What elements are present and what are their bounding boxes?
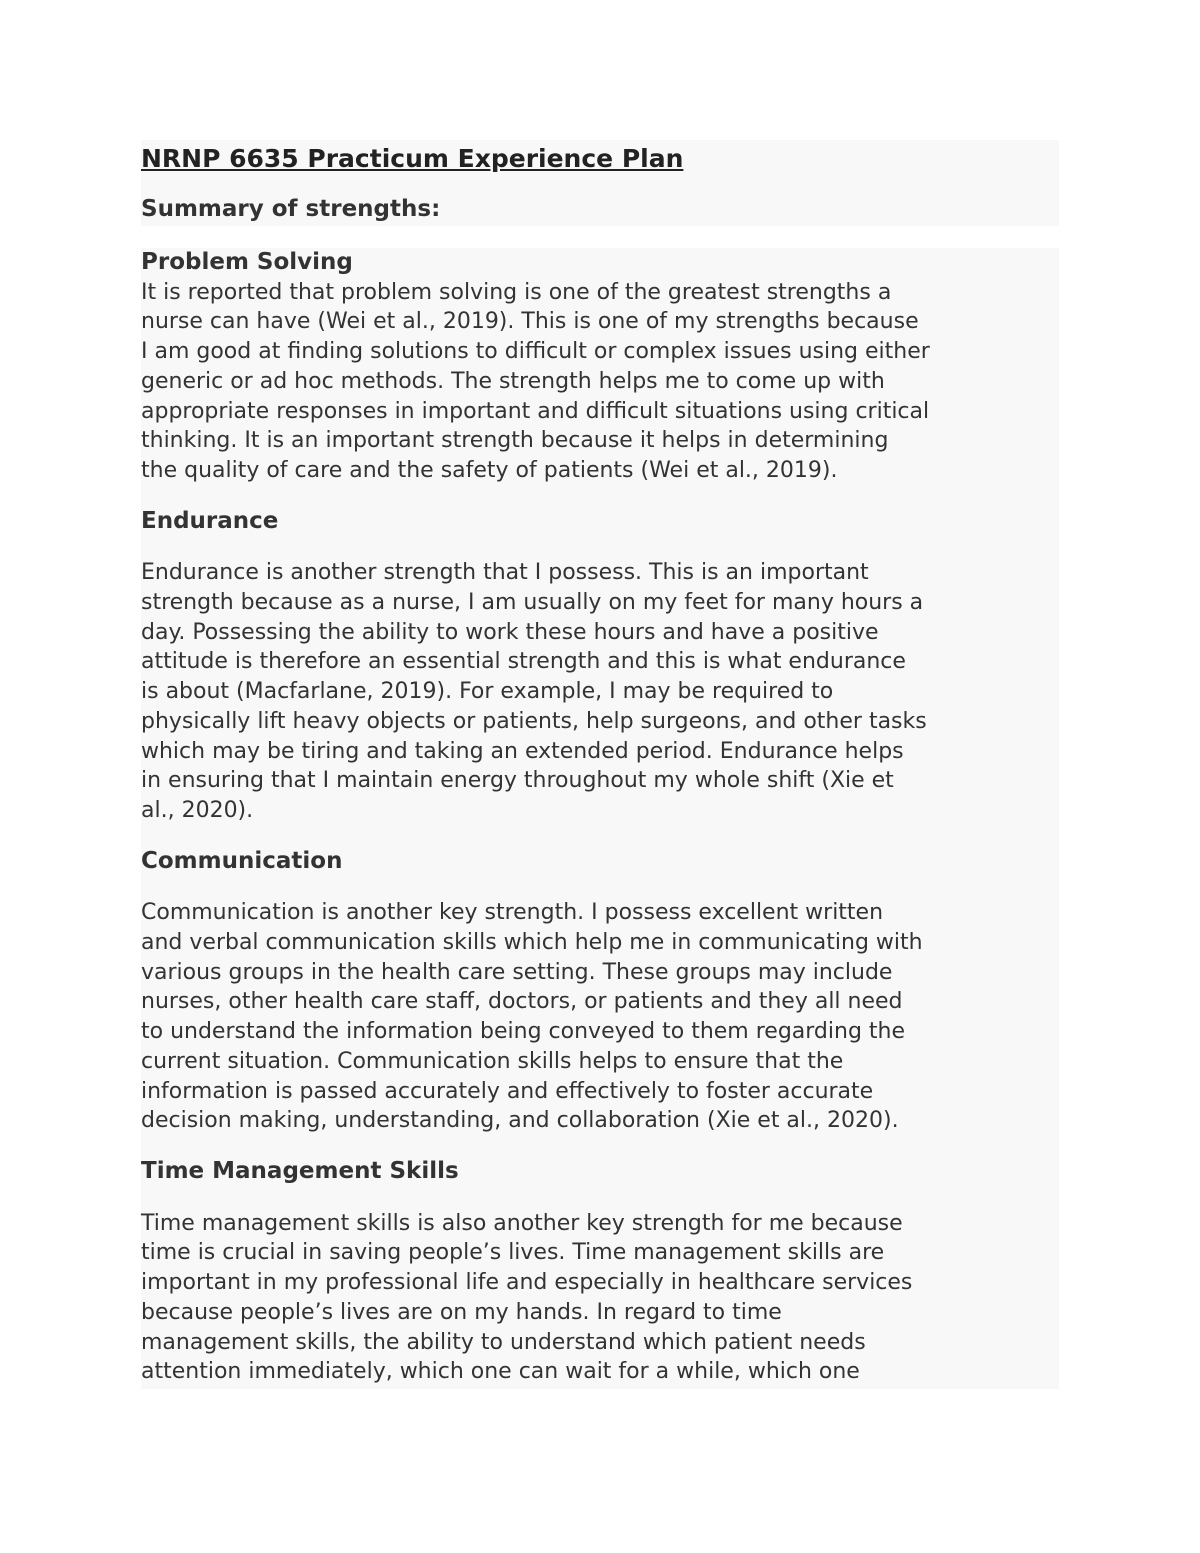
paragraph-line: nurse can have (Wei et al., 2019). This is one of my strengths because [141,309,919,335]
paragraph-line: physically lift heavy objects or patients, help surgeons, and other tasks [141,708,927,734]
spacer [141,486,1059,507]
section-text-communication [141,898,1059,1136]
document-title: NRNP 6635 Practicum Experience Plan [141,144,684,173]
spacer [141,826,1059,847]
title-block [141,140,1059,226]
section-heading-problem-solving: Problem Solving [141,249,353,275]
paragraph-line: attitude is therefore an essential strength and this is what endurance [141,649,906,675]
paragraph-line: and verbal communication skills which help me in communicating with [141,930,923,956]
section-heading-time-management: Time Management Skills [141,1157,459,1184]
paragraph-line: is about (Macfarlane, 2019). For example, I may be required to [141,679,834,705]
spacer [141,876,1059,898]
paragraph-line: thinking. It is an important strength because it helps in determining [141,428,889,454]
document-page [141,140,1059,1389]
section-heading-endurance: Endurance [141,507,279,534]
section-text-time-management [141,1209,1059,1387]
paragraph-line: It is reported that problem solving is one of the greatest strengths a [141,279,892,305]
paragraph-line: which may be tiring and taking an extended period. Endurance helps [141,738,904,764]
paragraph-line: in ensuring that I maintain energy throughout my whole shift (Xie et [141,768,894,794]
paragraph-line: strength because as a nurse, I am usually on my feet for many hours a [141,590,924,616]
section-text-endurance [141,558,1059,825]
paragraph-line: Endurance is another strength that I possess. This is an important [141,560,869,586]
paragraph-line: because people’s lives are on my hands. In regard to time [141,1299,782,1325]
paragraph-line: decision making, understanding, and collaboration (Xie et al., 2020). [141,1108,899,1134]
section-heading-communication: Communication [141,847,343,874]
paragraph-line: Time management skills is also another key strength for me because [141,1210,903,1236]
paragraph-line: appropriate responses in important and difficult situations using critical [141,398,930,424]
paragraph-line: information is passed accurately and effectively to foster accurate [141,1078,874,1104]
paragraph-line: al., 2020). [141,797,254,823]
paragraph-line: nurses, other health care staff, doctors, or patients and they all need [141,989,903,1015]
paragraph-line: day. Possessing the ability to work these hours and have a positive [141,619,879,645]
paragraph-line: time is crucial in saving people’s lives. Time management skills are [141,1240,885,1266]
spacer [141,1136,1059,1157]
paragraph-line: attention immediately, which one can wait for a while, which one [141,1359,860,1385]
document-body [141,248,1059,1389]
section-text-problem-solving [141,278,1059,486]
paragraph-line: important in my professional life and especially in healthcare services [141,1270,913,1296]
paragraph-line: Communication is another key strength. I possess excellent written [141,900,884,926]
spacer [141,536,1059,558]
paragraph-line: I am good at finding solutions to difficult or complex issues using either [141,339,930,365]
paragraph-line: various groups in the health care setting. These groups may include [141,959,893,985]
paragraph-line: management skills, the ability to understand which patient needs [141,1329,866,1355]
paragraph-line: the quality of care and the safety of patients (Wei et al., 2019). [141,457,838,483]
paragraph-line: to understand the information being conveyed to them regarding the [141,1019,906,1045]
paragraph-line: generic or ad hoc methods. The strength helps me to come up with [141,368,885,394]
paragraph-line: current situation. Communication skills helps to ensure that the [141,1048,844,1074]
summary-heading: Summary of strengths: [141,196,441,222]
spacer [141,1187,1059,1209]
